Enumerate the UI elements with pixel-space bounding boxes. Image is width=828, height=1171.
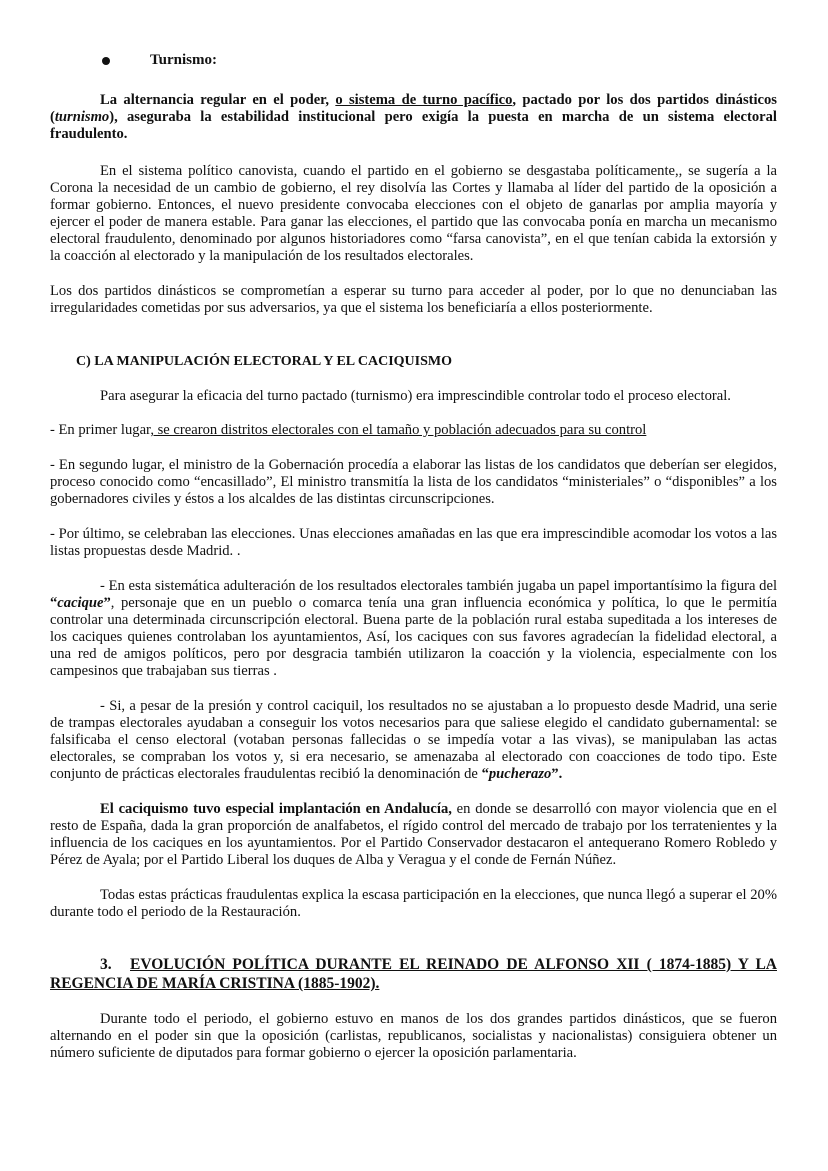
section-c-item-1	[50, 422, 777, 439]
cacique-open-quote: “	[50, 595, 58, 611]
cacique-part2: , personaje que en un pueblo o comarca tenía una gran influencia económica y política, lo que le permitía controlar una determinada circunscripción electoral. Buena parte de la población rural estaba supeditada a los intereses de los caciques quienes controlaban los ayuntamientos, Así, los caciques con sus favores agradecían la fidelidad electoral, a una red de amigos políticos, pero por desgracia también utilizaron la coacción y la violencia, especialmente con los campesinos que trabajaban sus tierras .	[50, 595, 777, 679]
cacique-term: cacique	[57, 595, 104, 611]
cacique-close-quote: ”	[103, 595, 111, 611]
bullet-icon	[102, 57, 110, 65]
turnismo-heading	[102, 52, 777, 69]
andalucia-paragraph	[50, 801, 777, 869]
andalucia-rest: en donde se desarrolló con mayor violencia que en el resto de España, dada la gran proporción de analfabetos, el rígido control del mercado de trabajo por los terratenientes y la influencia de los caciques en los ayuntamientos. Por el Partido Conservador destacaron el antequerano Romero Robledo y Pérez de Ayala; por el Partido Liberal los duques de Alba y Veragua y el conde de Fernán Núñez.	[50, 801, 777, 868]
section-3-number: 3.	[100, 956, 112, 973]
section-3-paragraph: Durante todo el periodo, el gobierno estuvo en manos de los dos grandes partidos dinásticos, que se fueron alternando en el poder sin que la oposición (carlistas, republicanos, socialistas y nacionalistas) consiguiera obtener un número suficiente de diputados para formar gobierno o ejercer la oposición parlamentaria.	[50, 1011, 777, 1061]
section-3-heading	[50, 955, 777, 993]
pucherazo-open-quote: “	[481, 766, 489, 782]
section-c-item-3: - Por último, se celebraban las elecciones. Unas elecciones amañadas en las que era imprescindible acomodar los votos a las listas propuestas desde Madrid. .	[50, 526, 777, 559]
intro-part3: ), aseguraba la estabilidad institucional pero exigía la puesta en marcha de un sistema electoral fraudulento.	[50, 109, 777, 142]
turnismo-intro	[50, 92, 777, 143]
intro-underlined: o sistema de turno pacífico	[335, 92, 513, 108]
participacion-paragraph: Todas estas prácticas fraudulentas explica la escasa participación en la elecciones, que nunca llegó a superar el 20% durante todo el periodo de la Restauración.	[50, 887, 777, 920]
section-c-heading: C) LA MANIPULACIÓN ELECTORAL Y EL CACIQUISMO	[76, 354, 452, 369]
andalucia-bold: El caciquismo tuvo especial implantación en Andalucía,	[100, 801, 452, 817]
document-page	[50, 48, 777, 1062]
turnismo-paragraph-2: Los dos partidos dinásticos se comprometían a esperar su turno para acceder al poder, por lo que no denunciaban las irregularidades cometidas por sus adversarios, ya que el sistema los beneficiaría a ellos posteriormente.	[50, 283, 777, 316]
pucherazo-term: pucherazo	[488, 766, 552, 782]
item1-underlined: , se crearon distritos electorales con el tamaño y población adecuados para su control	[150, 422, 647, 438]
pucherazo-close-quote: ”.	[551, 766, 563, 782]
intro-part1: La alternancia regular en el poder,	[100, 92, 336, 108]
turnismo-heading-text: Turnismo:	[150, 52, 217, 68]
section-c-item-2: - En segundo lugar, el ministro de la Gobernación procedía a elaborar las listas de los candidatos que deberían ser elegidos, proceso conocido como “encasillado”, El ministro transmitía la lista de los candidatos “ministeriales” o “disponibles” a los gobernadores civiles y éstos a los alcaldes de las distintas circunscripciones.	[50, 457, 777, 507]
intro-part2: , pactado por los dos partidos dinásticos (	[50, 92, 777, 125]
cacique-part1: - En esta sistemática adulteración de los resultados electorales también jugaba un papel importantísimo la figura del	[100, 578, 777, 594]
pucherazo-paragraph	[50, 698, 777, 783]
section-3-title: EVOLUCIÓN POLÍTICA DURANTE EL REINADO DE ALFONSO XII ( 1874-1885) Y LA REGENCIA DE MARÍA CRISTINA (1885-1902).	[50, 956, 777, 992]
item1-prefix: - En primer lugar	[50, 422, 151, 438]
pucherazo-part1: - Si, a pesar de la presión y control caciquil, los resultados no se ajustaban a lo propuesto desde Madrid, una serie de trampas electorales ayudaban a conseguir los votos necesarios para que saliese elegido el candidato gubernamental: se falsificaba el censo electoral (votaban personas fallecidas o se impedía votar a las vivas), se manipulaban las actas electorales, se compraban los votos y, si era necesario, se amenazaba al electorado con coacciones de todo tipo. Este conjunto de prácticas electorales fraudulentas recibió la denominación de	[50, 698, 777, 782]
turnismo-paragraph-1: En el sistema político canovista, cuando el partido en el gobierno se desgastaba políticamente,, se sugería a la Corona la necesidad de un cambio de gobierno, el rey disolvía las Cortes y llamaba al líder del partido de la oposición a formar gobierno. Entonces, el nuevo presidente convocaba elecciones con el objeto de ganarlas por amplia mayoría y ejercer el poder de manera estable. Para ganar las elecciones, el partido que las convocaba ponía en marcha un mecanismo electoral fraudulento, denominado por algunos historiadores como “farsa canovista”, en el que tenían cabida la extorsión y la coacción al electorado y la manipulación de los resultados electorales.	[50, 163, 777, 264]
section-c-intro: Para asegurar la eficacia del turno pactado (turnismo) era imprescindible controlar todo el proceso electoral.	[100, 388, 731, 404]
cacique-paragraph	[50, 578, 777, 680]
intro-italic: turnismo	[54, 109, 110, 125]
